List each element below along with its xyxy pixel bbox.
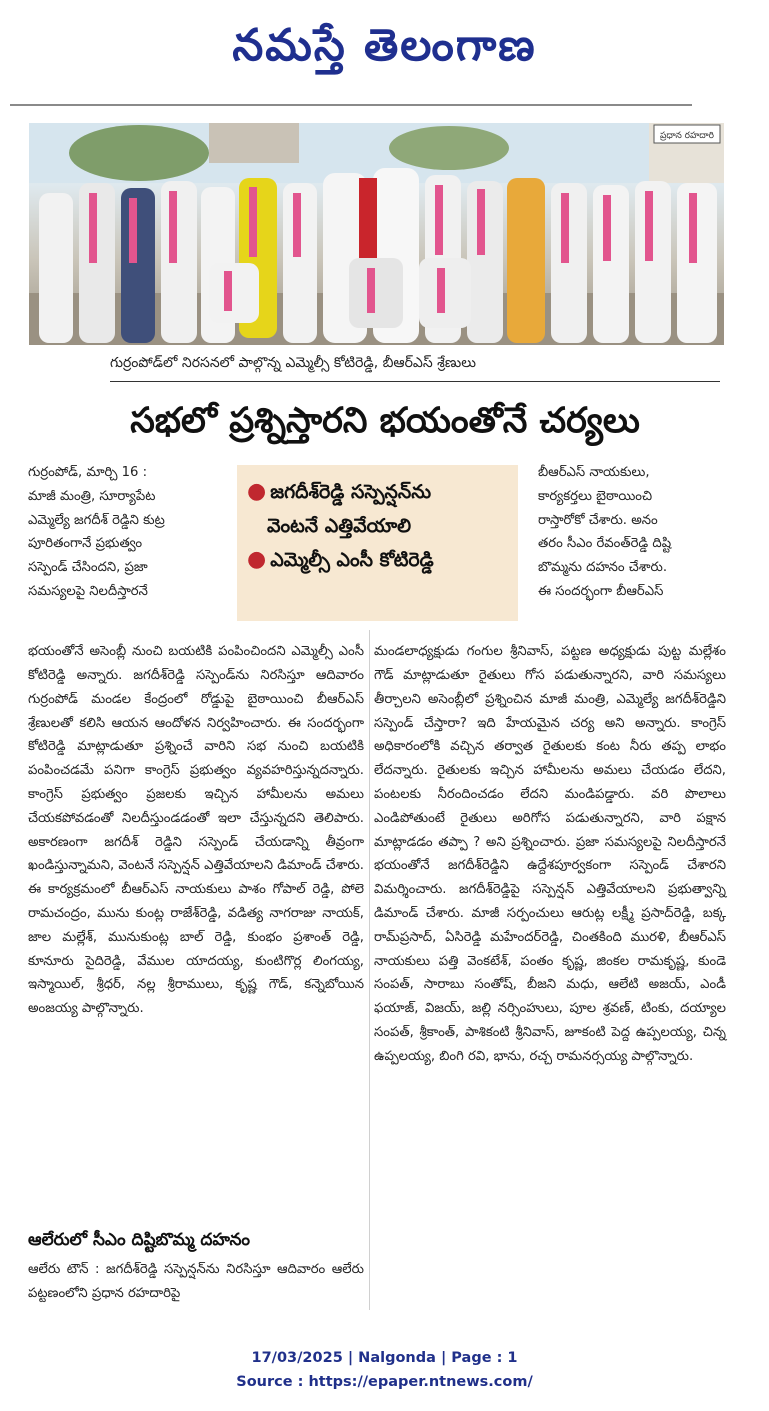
column1-subarticle	[28, 1258, 364, 1306]
bullet-icon: ●	[247, 547, 267, 572]
protest-photo-illustration	[29, 123, 724, 345]
column2-body	[374, 627, 726, 1082]
bullet-icon: ●	[247, 479, 267, 504]
footer-source: Source : https://epaper.ntnews.com/	[236, 1374, 533, 1390]
intro-line: సమస్యలపై నిలదీస్తారనే	[28, 583, 148, 599]
subheading: ఆలేరులో సీఎం దిష్టిబొమ్మ దహనం	[28, 1230, 251, 1250]
headline: సభలో ప్రశ్నిస్తారని భయంతోనే చర్యలు	[130, 401, 640, 441]
intro-line: కార్యకర్తలు బైఠాయించి	[538, 488, 653, 504]
dateline: గుర్రంపోడ్, మార్చి 16 :	[28, 465, 148, 480]
intro-line: ఎమ్మెల్యే జగదీశ్ రెడ్డిని కుట్ర	[28, 512, 165, 528]
highlight-line: ● ఎమ్మెల్సీ ఎంసీ కోటిరెడ్డి	[247, 547, 434, 572]
intro-line: పూరితంగానే ప్రభుత్వం	[28, 536, 143, 552]
article-paragraph: ఆలేరు టౌన్ : జగదీశ్‌రెడ్డి సస్పెన్షన్‌ను నిరసిస్తూ ఆదివారం ఆలేరు పట్టణంలోని ప్రధాన రహదారిపై	[28, 1262, 364, 1301]
masthead-rule	[10, 104, 692, 106]
column2-intro	[538, 461, 726, 604]
highlight-box	[237, 465, 518, 621]
intro-line: రాస్తారోకో చేశారు. అనం	[538, 512, 658, 528]
intro-line: ఈ సందర్భంగా బీఆర్‌ఎస్	[538, 583, 664, 599]
masthead-title: నమస్తే తెలంగాణ	[232, 20, 537, 71]
intro-line: తరం సీఎం రేవంత్‌రెడ్డి దిష్టి	[538, 536, 672, 552]
photo-banner-text: ప్రధాన రహదారి	[660, 131, 714, 141]
crowd-figures	[39, 168, 717, 343]
intro-line: బీఆర్‌ఎస్ నాయకులు,	[538, 465, 650, 480]
column-divider	[369, 630, 370, 1310]
footer-edition-info: 17/03/2025 | Nalgonda | Page : 1	[251, 1350, 518, 1366]
highlight-line: వెంటనే ఎత్తివేయాలి	[267, 515, 412, 537]
photo-caption: గుర్రంపోడ్‌లో నిరసనలో పాల్గొన్న ఎమ్మెల్సీ కోటిరెడ్డి, బీఆర్‌ఎస్ శ్రేణులు	[110, 345, 720, 382]
intro-line: మాజీ మంత్రి, సూర్యాపేట	[28, 488, 156, 504]
column1-intro	[28, 461, 228, 604]
column1-body	[28, 627, 364, 1034]
article-paragraph: మండలాధ్యక్షుడు గంగుల శ్రీనివాస్, పట్టణ అధ్యక్షుడు పుట్ట మల్లేశం గౌడ్ మాట్లాడుతూ రైతులు గోస పడుతున్నారని, వారి సమస్యలు తీర్చాలని అసెంబ్లీలో ప్రశ్నించిన మాజీ మంత్రి, ఎమ్మెల్యే జగదీశ్‌రెడ్డిని సస్పెండ్ చేస్తారా? ఇది హేయమైన చర్య అని అన్నారు. కాంగ్రెస్ అధికారంలోకి వచ్చిన తర్వాత రైతులకు కంట నీరు తప్ప లాభం లేదన్నారు. రైతులకు ఇచ్చిన హామీలను అమలు చేయడం లేదని, పంటలకు నీరందించడం లేదని మండిపడ్డారు. వరి పొలాలు ఎండిపోతుంటే రైతులు అరిగోస పడుతున్నారని, వారి పక్షాన మాట్లాడడం తప్పా ? అని ప్రశ్నించారు. ప్రజా సమస్యలపై నిలదీస్తారనే భయంతోనే జగదీశ్‌రెడ్డిని ఉద్దేశపూర్వకంగా సస్పెండ్ చేశారని విమర్శించారు. జగదీశ్‌రెడ్డిపై సస్పెన్షన్ ఎత్తివేయాలని ప్రభుత్వాన్ని డిమాండ్ చేశారు. మాజీ సర్పంచులు ఆరుట్ల లక్ష్మీ ప్రసాద్‌రెడ్డి, బక్క రామ్‌ప్రసాద్, ఏసిరెడ్డి మహేందర్‌రెడ్డి, చింతకింది మురళి, బీఆర్‌ఎస్ నాయకులు పత్తి వెంకటేశ్, పంతం కృష్ణ, జింకల రామకృష్ణ, కుండె సంపత్, సారాబు సంతోష్, బీజని మధు, ఆలేటి అజయ్, ఎండీ ఫయాజ్, విజయ్, జల్లి నర్సింహులు, పూల శ్రవణ్, టింకు, దయ్యాల సంపత్, శ్రీకాంత్, పాశికంటి శ్రీనివాస్, జూకంటి పెద్ద ఉప్పలయ్య, చిన్న ఉప్పలయ్య, బింగి రవి, భాను, రచ్చ రామనర్సయ్య పాల్గొన్నారు.	[374, 644, 726, 1064]
highlight-line: ● జగదీశ్‌రెడ్డి సస్పెన్షన్‌ను	[247, 479, 432, 504]
intro-line: సస్పెండ్ చేసిందని, ప్రజా	[28, 560, 148, 576]
news-photo	[29, 123, 724, 345]
intro-line: బొమ్మను దహనం చేశారు.	[538, 560, 668, 576]
article-paragraph: భయంతోనే అసెంబ్లీ నుంచి బయటికి పంపించిందని ఎమ్మెల్సీ ఎంసీ కోటిరెడ్డి అన్నారు. జగదీశ్‌రెడ్డి సస్పెండ్‌ను నిరసిస్తూ ఆదివారం గుర్రంపోడ్ మండల కేంద్రంలో రోడ్డుపై బైఠాయించి బీఆర్‌ఎస్ శ్రేణులతో కలిసి ఆయన ఆందోళన నిర్వహించారు. ఈ సందర్భంగా కోటిరెడ్డి మాట్లాడుతూ ప్రశ్నించే వారిని సభ నుంచి బయటికి పంపించడమే పనిగా కాంగ్రెస్ ప్రభుత్వం వ్యవహరిస్తున్నదన్నారు. కాంగ్రెస్ ప్రభుత్వం ప్రజలకు ఇచ్చిన హామీలను అమలు చేయకపోవడంతో నిలదీస్తుండడంతో ఇలా చేస్తున్నదని తెలిపారు. అకారణంగా జగదీశ్ రెడ్డిని సస్పెండ్ చేయడాన్ని తీవ్రంగా ఖండిస్తున్నామని, వెంటనే సస్పెన్షన్ ఎత్తివేయాలని డిమాండ్ చేశారు. ఈ కార్యక్రమంలో బీఆర్‌ఎస్ నాయకులు పాశం గోపాల్ రెడ్డి, పోలె రామచంద్రం, మును కుంట్ల రాజేశ్‌రెడ్డి, వడిత్య నాగరాజు నాయక్, జాల మల్లేశ్, మునుకుంట్ల బాల్ రెడ్డి, కుంభం ప్రశాంత్ రెడ్డి, కూనూరు సైదిరెడ్డి, వేముల యాదయ్య, కుంటిగొర్ల లింగయ్య, ఇస్మాయిల్, శ్రీధర్, నల్ల శ్రీరాములు, కృష్ణ గౌడ్, కన్నెబోయిన అంజయ్య పాల్గొన్నారు.	[28, 644, 364, 1017]
